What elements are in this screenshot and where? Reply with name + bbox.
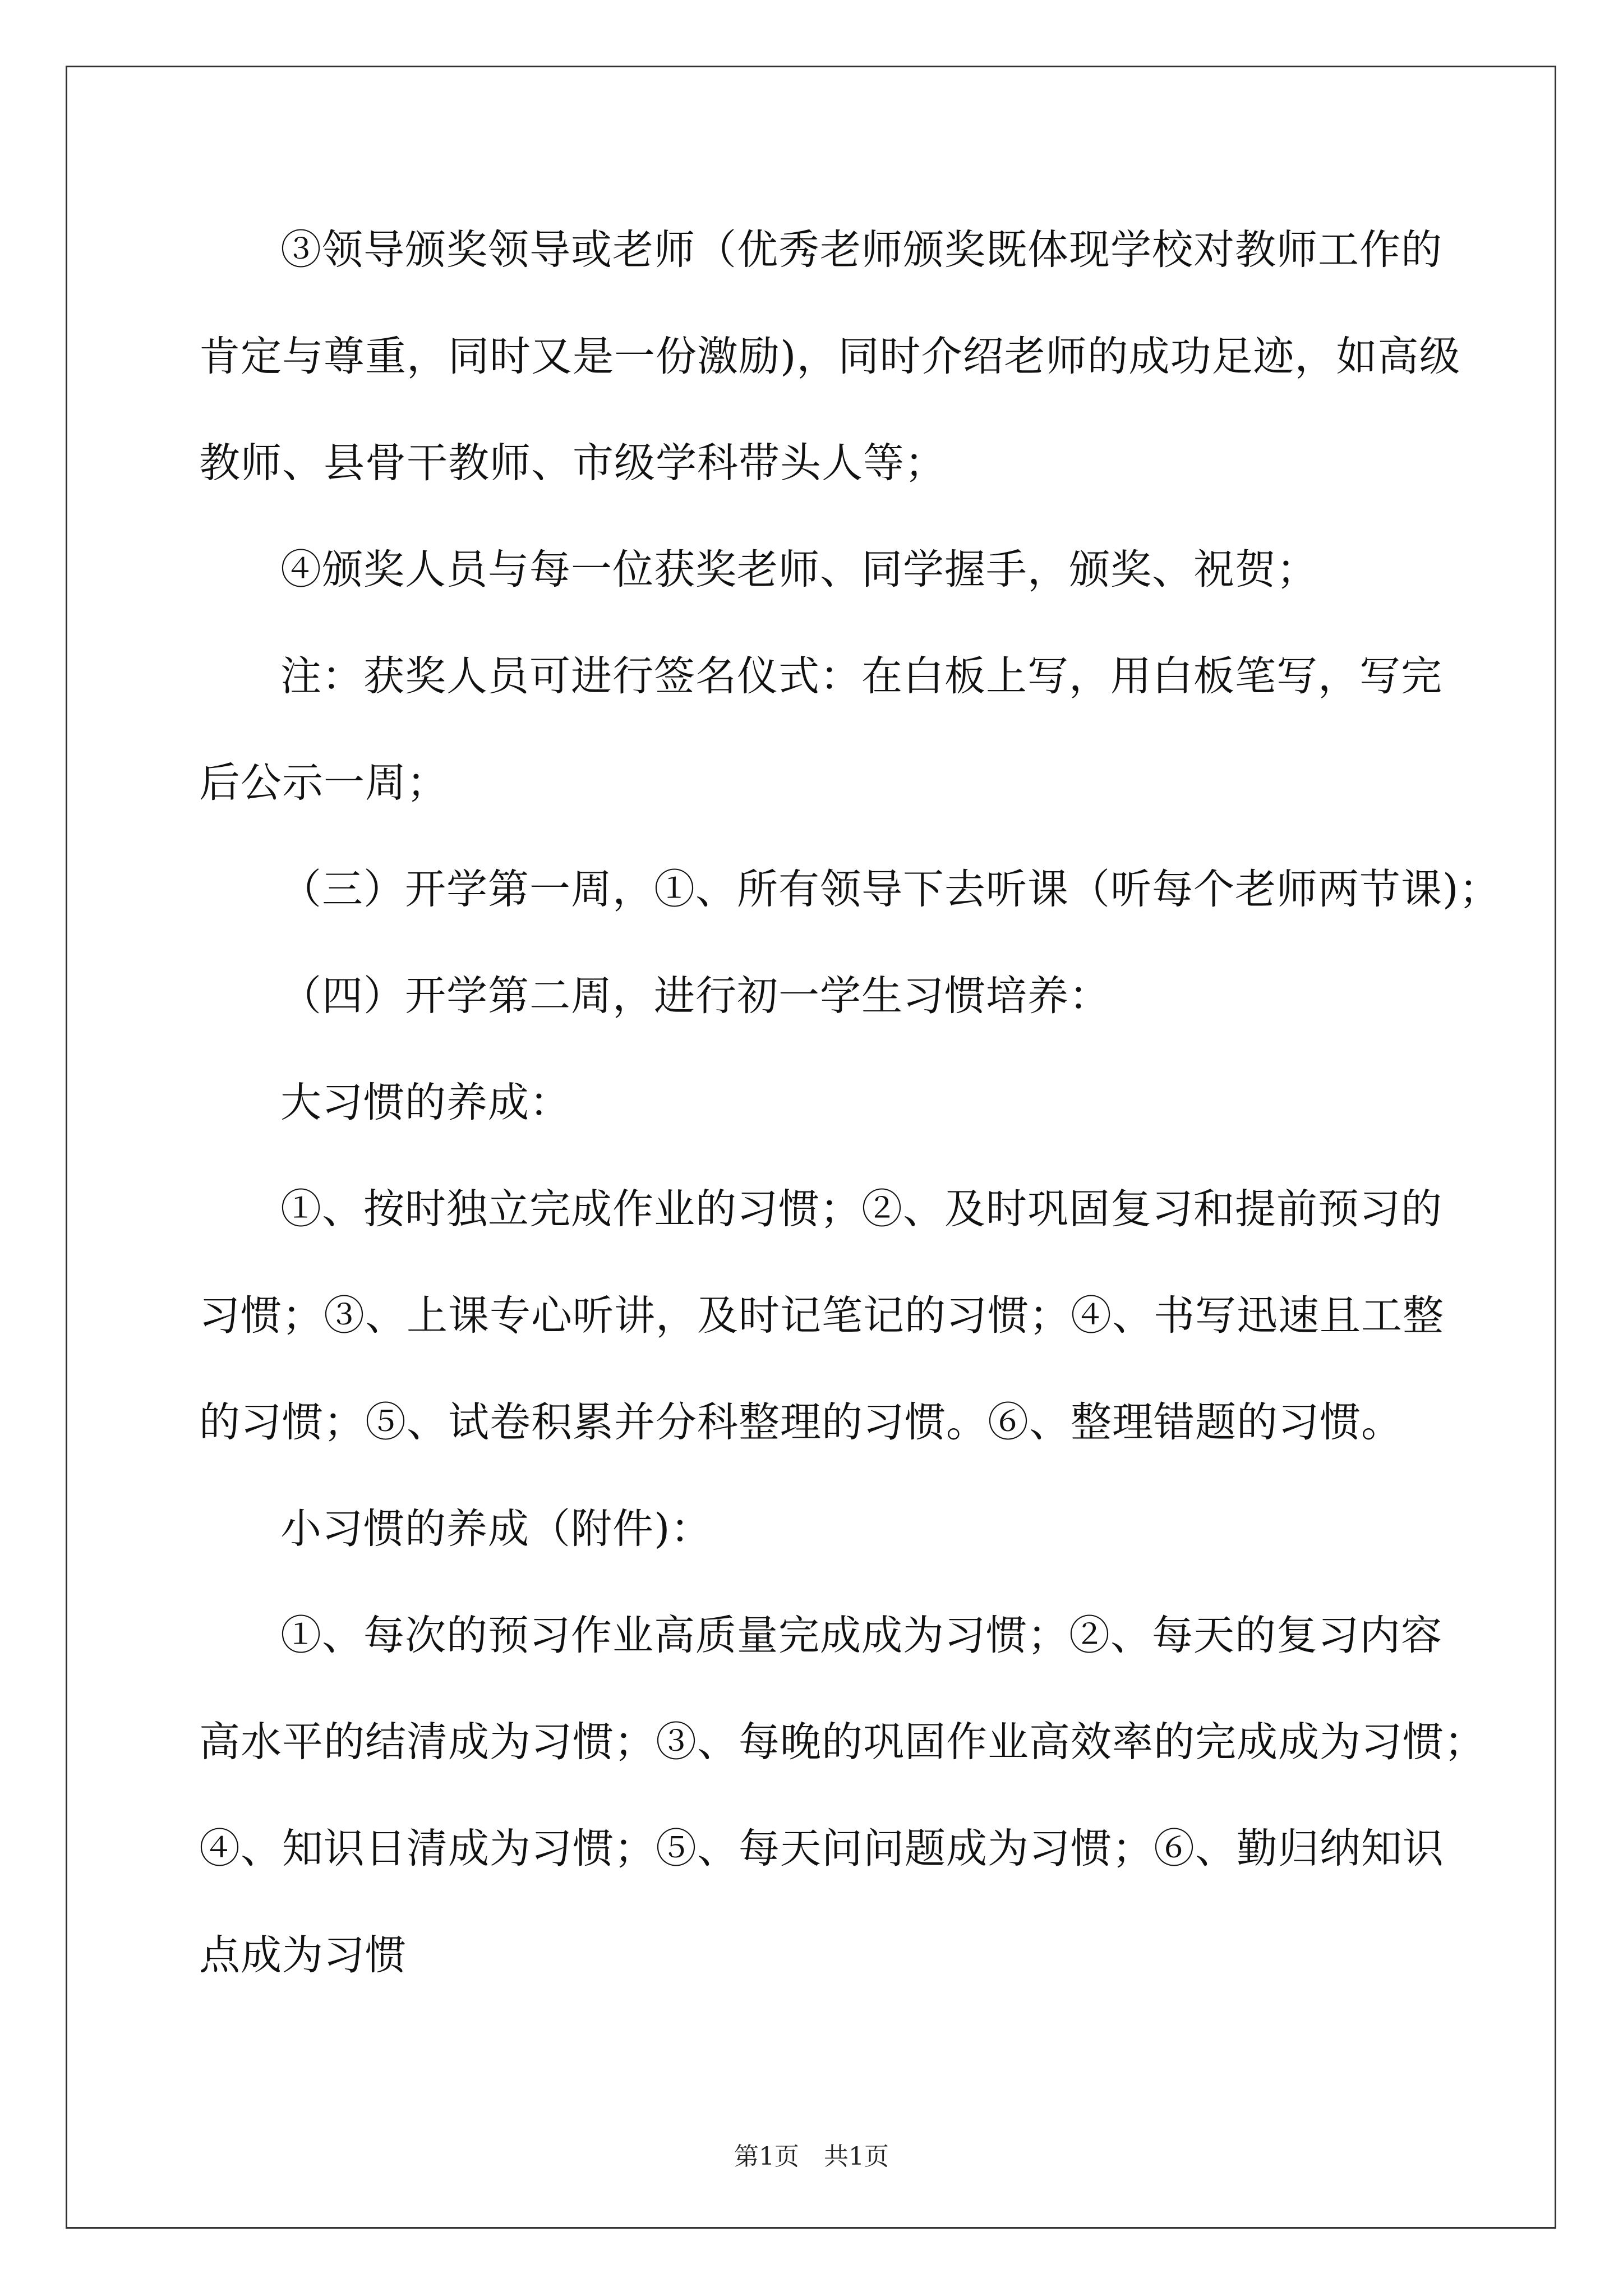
paragraph-line: ①、按时独立完成作业的习惯；②、及时巩固复习和提前预习的 <box>280 1185 1442 1233</box>
paragraph-line: 习惯；③、上课专心听讲，及时记笔记的习惯；④、书写迅速且工整 <box>199 1292 1444 1340</box>
paragraph-line: 教师、县骨干教师、市级学科带头人等； <box>199 439 946 487</box>
paragraph-line: 后公示一周； <box>199 759 448 807</box>
paragraph-line: 注：获奖人员可进行签名仪式：在白板上写，用白板笔写，写完 <box>280 652 1442 700</box>
paragraph-line: ④颁奖人员与每一位获奖老师、同学握手，颁奖、祝贺； <box>280 546 1318 593</box>
paragraph-line: （三）开学第一周，①、所有领导下去听课（听每个老师两节课)； <box>280 866 1501 913</box>
paragraph-line: 肯定与尊重，同时又是一份激励)，同时介绍老师的成功足迹，如高级 <box>199 333 1461 380</box>
paragraph-line: （四）开学第二周，进行初一学生习惯培养： <box>280 972 1110 1020</box>
paragraph-line: 大习惯的养成： <box>280 1079 571 1126</box>
paragraph-line: ①、每次的预习作业高质量完成成为习惯；②、每天的复习内容 <box>280 1612 1442 1659</box>
paragraph-line: ④、知识日清成为习惯；⑤、每天问问题成为习惯；⑥、勤归纳知识 <box>199 1825 1444 1872</box>
paragraph-line: ③领导颁奖领导或老师（优秀老师颁奖既体现学校对教师工作的 <box>280 226 1442 274</box>
paragraph-line: 的习惯；⑤、试卷积累并分科整理的习惯。⑥、整理错题的习惯。 <box>199 1398 1403 1446</box>
paragraph-line: 高水平的结清成为习惯；③、每晚的巩固作业高效率的完成成为习惯； <box>199 1718 1486 1766</box>
paragraph-line: 点成为习惯 <box>199 1931 407 1979</box>
page-number: 第1页 共1页 <box>734 2142 889 2171</box>
paragraph-line: 小习惯的养成（附件)： <box>280 1505 712 1553</box>
